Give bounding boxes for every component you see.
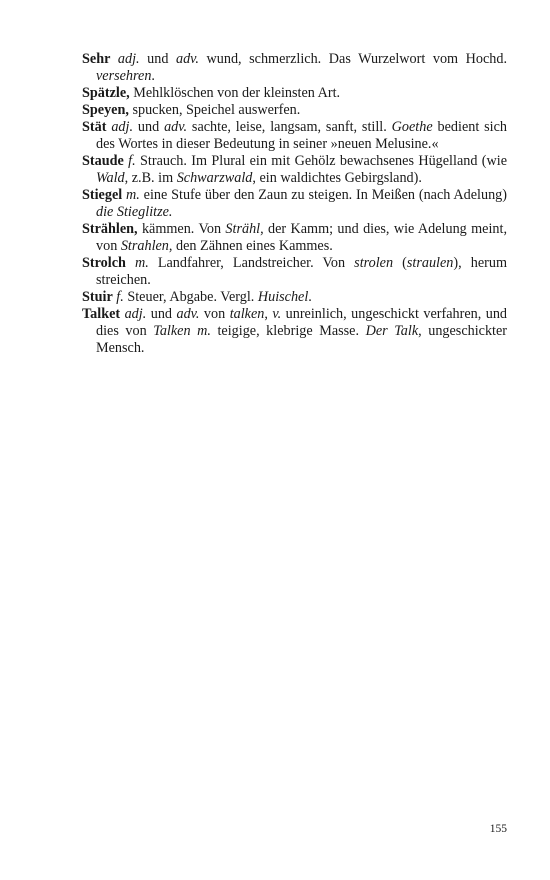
entry-text: von xyxy=(199,306,230,322)
entry-italic-text: Wald xyxy=(96,170,125,186)
entry-italic-text: die Stieglitze. xyxy=(96,204,173,220)
entry-italic-text: adv. xyxy=(176,306,200,322)
entry-italic-text: v. xyxy=(272,306,282,322)
entry-italic-text: Huischel xyxy=(257,289,309,305)
dictionary-entry xyxy=(82,153,507,187)
entry-text: teigige, klebrige Masse. xyxy=(210,323,366,339)
dictionary-entry xyxy=(82,289,507,306)
entry-italic-text: strolen xyxy=(354,255,394,271)
entry-italic-text: f. xyxy=(116,289,124,305)
entry-text: , z.B. im xyxy=(124,170,177,186)
entry-text: , ein waldichtes Gebirgsland). xyxy=(252,170,422,186)
entry-italic-text: adj. xyxy=(117,51,140,67)
entry-headword: Staude xyxy=(82,153,124,169)
entry-headword: Speyen, xyxy=(82,102,129,118)
entry-text: Strauch. Im Plural ein mit Gehölz bewachsenes Hügelland (wie xyxy=(135,153,507,169)
entry-italic-text: versehren xyxy=(96,68,152,84)
dictionary-entry xyxy=(82,102,507,119)
entry-headword: Strählen, xyxy=(82,221,138,237)
dictionary-entry xyxy=(82,85,507,102)
entry-italic-text: Talken m. xyxy=(153,323,211,339)
entry-italic-text: adj. xyxy=(111,119,134,135)
dictionary-entry xyxy=(82,221,507,255)
entry-italic-text: adv. xyxy=(175,51,199,67)
dictionary-entry xyxy=(82,187,507,221)
entry-headword: Sehr xyxy=(82,51,111,67)
entry-text: sachte, leise, langsam, sanft, still. xyxy=(187,119,392,135)
entry-italic-text: talken xyxy=(229,306,265,322)
page-number: 155 xyxy=(489,823,507,835)
entry-italic-text: adv. xyxy=(164,119,188,135)
entry-text: Mehlklöschen von der kleinsten Art. xyxy=(129,85,341,101)
entry-text: kämmen. Von xyxy=(137,221,226,237)
entry-text: und xyxy=(146,306,177,322)
entry-headword: Talket xyxy=(82,306,121,322)
entry-headword: Spätzle, xyxy=(82,85,130,101)
entry-text: und xyxy=(133,119,165,135)
entry-text: , xyxy=(264,306,273,322)
dictionary-entry xyxy=(82,119,507,153)
entry-headword: Strolch xyxy=(82,255,126,271)
entry-italic-text: m. xyxy=(126,187,140,203)
entry-text: Landfahrer, Landstreicher. Von xyxy=(148,255,355,271)
dictionary-entry xyxy=(82,306,507,357)
entry-italic-text: m. xyxy=(134,255,149,271)
dictionary-entry xyxy=(82,51,507,85)
entry-italic-text: adj. xyxy=(124,306,147,322)
entry-italic-text: straulen xyxy=(406,255,454,271)
entry-text: , ungeschickter Mensch. xyxy=(96,323,508,356)
entry-text: . xyxy=(308,289,312,305)
entry-italic-text: Goethe xyxy=(391,119,433,135)
entry-headword: Stiegel xyxy=(82,187,123,203)
entry-text: . xyxy=(151,68,155,84)
entry-text: unreinlich, ungeschickt verfahren, und dies von xyxy=(96,306,508,339)
entry-text: , den Zähnen eines Kammes. xyxy=(168,238,333,254)
entry-text: ), herum streichen. xyxy=(96,255,507,288)
entry-text: spucken, Speichel auswerfen. xyxy=(128,102,301,118)
entry-italic-text: Strähl xyxy=(225,221,261,237)
entry-text: wund, schmerzlich. Das Wurzelwort vom Hochd. xyxy=(198,51,507,67)
entry-list xyxy=(82,51,507,357)
entry-headword: Stuir xyxy=(82,289,113,305)
entry-text: eine Stufe über den Zaun zu steigen. In Meißen (nach Adelung) xyxy=(139,187,508,203)
entry-italic-text: Der Talk xyxy=(365,323,419,339)
dictionary-entry xyxy=(82,255,507,289)
entry-text: und xyxy=(139,51,176,67)
entry-text xyxy=(126,255,135,271)
entry-text: ( xyxy=(393,255,407,271)
entry-text: Steuer, Abgabe. Vergl. xyxy=(123,289,258,305)
entry-text: bedient sich des Wortes in dieser Bedeutung in seiner »neuen Melusine.« xyxy=(96,119,508,152)
entry-italic-text: Strahlen xyxy=(120,238,169,254)
entry-italic-text: f. xyxy=(128,153,136,169)
entry-headword: Stät xyxy=(82,119,107,135)
entry-text xyxy=(110,51,118,67)
dictionary-page xyxy=(82,51,507,357)
entry-italic-text: Schwarzwald xyxy=(176,170,253,186)
entry-text: , der Kamm; und dies, wie Adelung meint, von xyxy=(96,221,507,254)
